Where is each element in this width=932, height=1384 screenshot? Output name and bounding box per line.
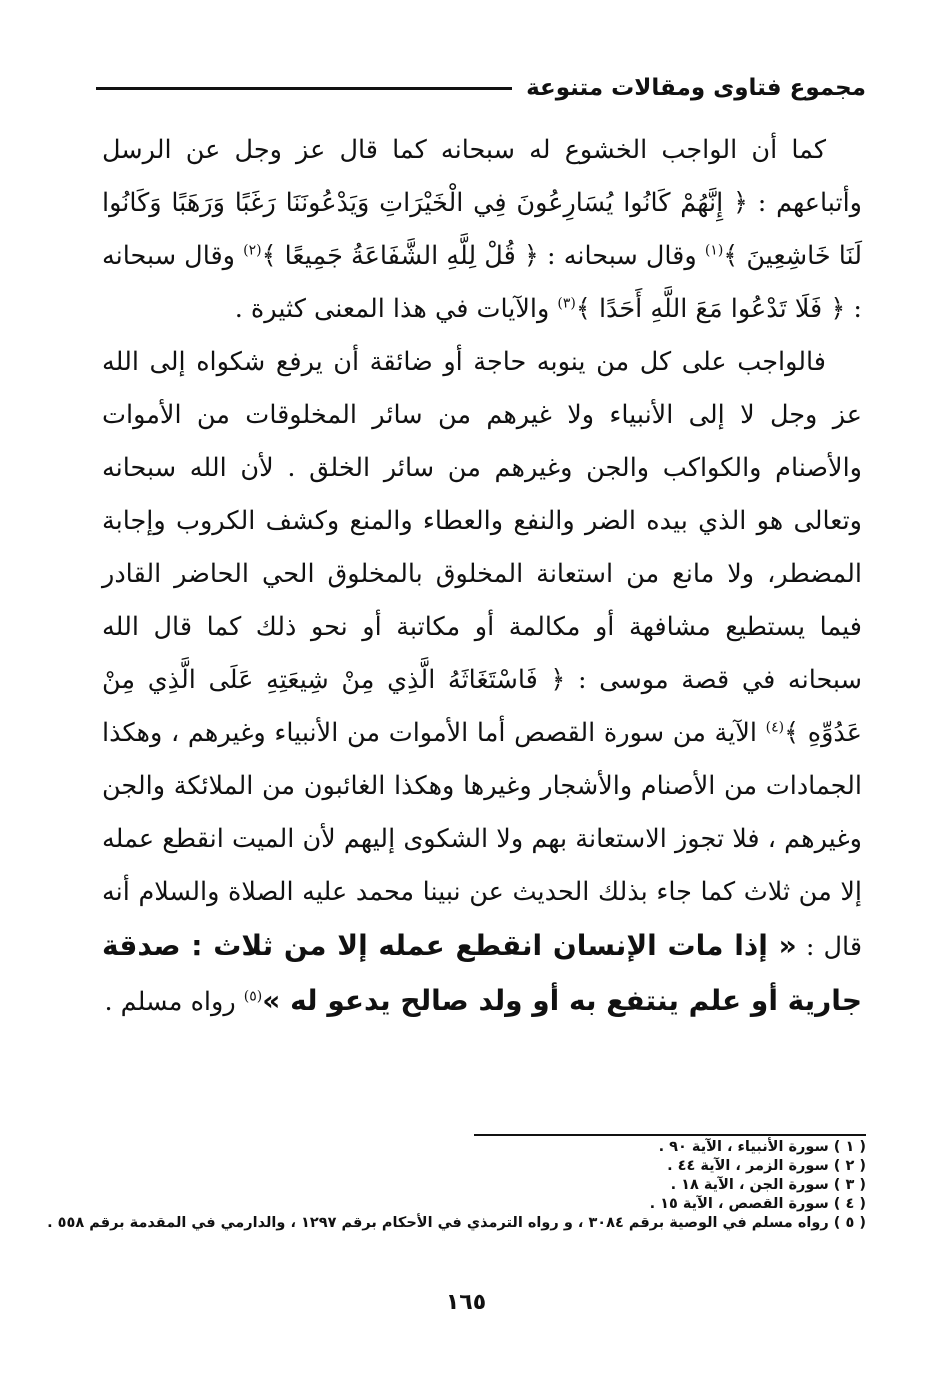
text-segment: وقال سبحانه : bbox=[538, 241, 705, 271]
quran-verse: ﴿ قُلْ لِلَّهِ الشَّفَاعَةُ جَمِيعًا ﴾ bbox=[261, 241, 539, 271]
text-segment: والآيات في هذا المعنى كثيرة . bbox=[234, 294, 558, 324]
footnote-ref: (٤) bbox=[765, 719, 785, 736]
footnote-ref: (٥) bbox=[243, 988, 263, 1005]
header-title: مجموع فتاوى ومقالات متنوعة bbox=[526, 75, 866, 101]
hadith-quote: « إذا مات الإنسان انقطع عمله إلا من ثلاث : صدقة جارية أو علم ينتفع به أو ولد صالح يدعو له » bbox=[102, 929, 862, 1017]
text-segment: فالواجب على كل من ينوبه حاجة أو ضائقة أن يرفع شكواه إلى الله عز وجل لا إلى الأنبياء ولا غيرهم من سائر المخلوقات من الأموات والأصنام والكواكب والجن وغيرهم من سائر الخلق . لأن الله سبحانه وتعالى هو الذي بيده الضر والنفع والعطاء والمنع وكشف الكروب وإجابة المضطر، ولا مانع من استعانة المخلوق بالمخلوق الحي الحاضر القادر فيما يستطيع مشافهة أو مكالمة أو مكاتبة أو نحو ذلك كما قال الله سبحانه في قصة موسى : bbox=[102, 347, 862, 695]
footnote-ref: (٢) bbox=[243, 242, 262, 259]
footnote-item: ( ١ ) سورة الأنبياء ، الآية ٩٠ . bbox=[658, 1139, 866, 1155]
text-segment: الآية من سورة القصص أما الأموات من الأنبياء وغيرهم ، وهكذا الجمادات من الأصنام والأشجار وغيرها وهكذا الغائبون من الملائكة والجن وغيرهم ، فلا تجوز الاستعانة بهم ولا الشكوى إليهم لأن الميت انقطع عمله إلا من ثلاث كما جاء بذلك الحديث عن نبينا محمد عليه الصلاة والسلام أنه قال : bbox=[102, 718, 863, 962]
footnote-ref: (١) bbox=[704, 242, 724, 259]
text-segment: رواه مسلم . bbox=[104, 987, 244, 1017]
footnotes-list bbox=[47, 1138, 866, 1233]
footnote-item: ( ٤ ) سورة القصص ، الآية ١٥ . bbox=[649, 1196, 866, 1212]
text-segment: وقال سبحانه : bbox=[102, 241, 862, 324]
footnote-item: ( ٢ ) سورة الزمر ، الآية ٤٤ . bbox=[667, 1158, 866, 1174]
text-segment: كما أن الواجب الخشوع له سبحانه كما قال عز وجل عن الرسل وأتباعهم : bbox=[102, 135, 862, 218]
quran-verse: ﴿ فَلَا تَدْعُوا مَعَ اللَّهِ أَحَدًا ﴾ bbox=[575, 294, 846, 324]
main-text bbox=[102, 124, 862, 1029]
footnote-divider bbox=[474, 1134, 866, 1136]
quran-verse: ﴿ فَاسْتَغَاثَهُ الَّذِي مِنْ شِيعَتِهِ عَلَى الَّذِي مِنْ عَدُوِّهِ ﴾ bbox=[102, 665, 862, 748]
footnote-item: ( ٥ ) رواه مسلم في الوصية برقم ٣٠٨٤ ، و رواه الترمذي في الأحكام برقم ١٢٩٧ ، والدارمي في المقدمة برقم ٥٥٨ . bbox=[47, 1215, 866, 1231]
paragraph-1 bbox=[102, 124, 862, 336]
quran-verse: ﴿ إِنَّهُمْ كَانُوا يُسَارِعُونَ فِي الْخَيْرَاتِ وَيَدْعُونَنَا رَغَبًا وَرَهَبًا وَكَانُوا لَنَا خَاشِعِينَ ﴾ bbox=[102, 188, 863, 271]
header-rule bbox=[96, 87, 512, 90]
paragraph-2 bbox=[102, 336, 862, 1029]
footnote-item: ( ٣ ) سورة الجن ، الآية ١٨ . bbox=[670, 1177, 866, 1193]
running-header bbox=[96, 68, 866, 108]
footnote-ref: (٣) bbox=[557, 295, 576, 312]
page-number: ١٦٥ bbox=[445, 1290, 487, 1315]
